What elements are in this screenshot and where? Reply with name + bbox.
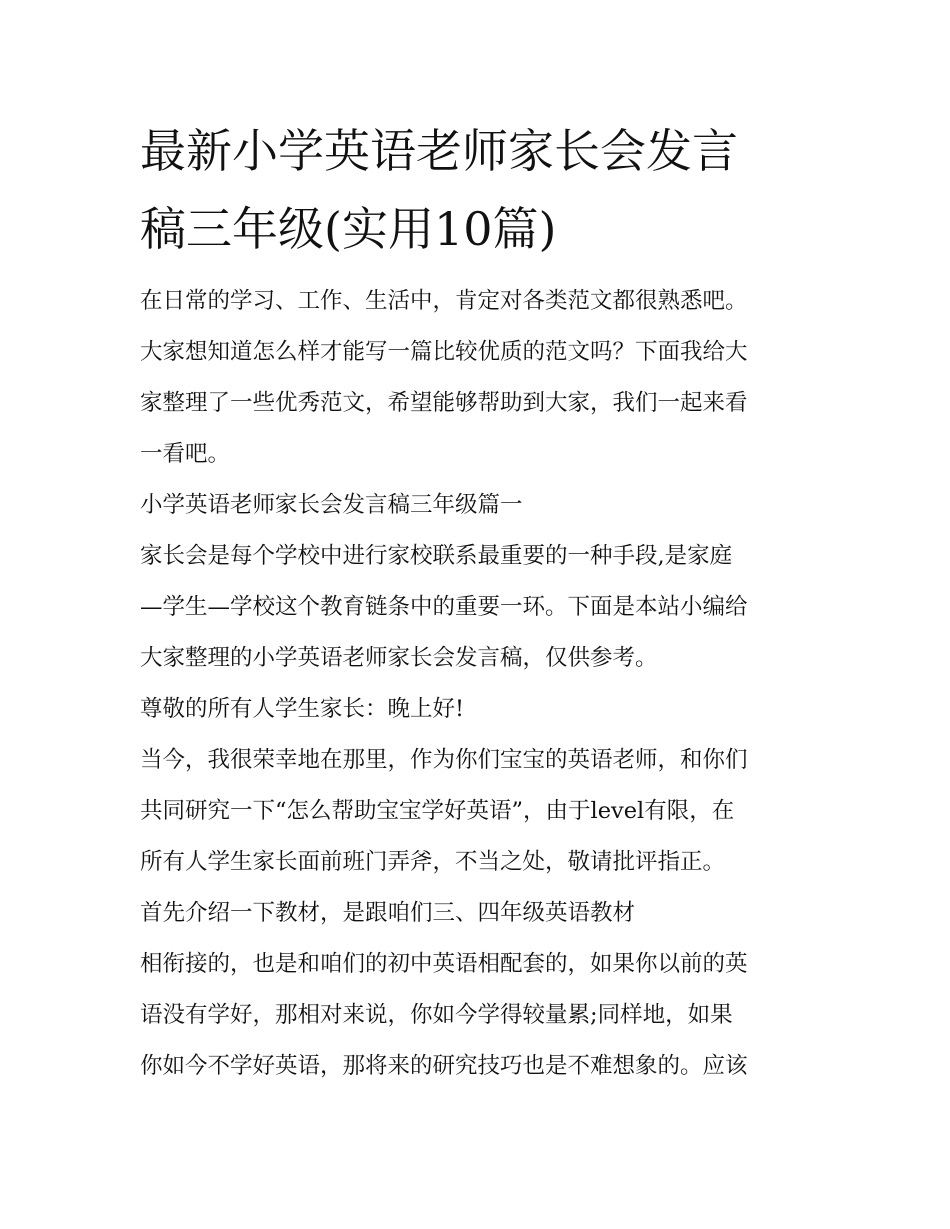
paragraph-line: 所有人学生家长面前班门弄斧，不当之处，敬请批评指正。 — [140, 849, 726, 875]
paragraph-line: 当今，我很荣幸地在那里，作为你们宝宝的英语老师，和你们 — [140, 747, 748, 773]
title-line: 稿三年级(实用10篇) — [140, 202, 557, 256]
paragraph-line: —学生—学校这个教育链条中的重要一环。下面是本站小编给 — [140, 594, 748, 620]
paragraph-line: 相衔接的，也是和咱们的初中英语相配套的，如果你以前的英 — [140, 951, 748, 977]
paragraph-line: 你如今不学好英语，那将来的研究技巧也是不难想象的。应该 — [140, 1053, 748, 1079]
section-heading: 小学英语老师家长会发言稿三年级篇一 — [140, 492, 523, 518]
paragraph-line: 首先介绍一下教材，是跟咱们三、四年级英语教材 — [140, 900, 636, 926]
paragraph-line: 共同研究一下“怎么帮助宝宝学好英语”，由于level有限，在 — [140, 798, 735, 824]
paragraph-line: 家长会是每个学校中进行家校联系最重要的一种手段,是家庭 — [140, 543, 733, 569]
paragraph-line: 语没有学好，那相对来说，你如今学得较量累;同样地，如果 — [140, 1002, 733, 1028]
intro-line: 一看吧。 — [140, 441, 231, 467]
intro-line: 在日常的学习、工作、生活中，肯定对各类范文都很熟悉吧。 — [140, 288, 748, 314]
document-title — [140, 112, 830, 268]
intro-line: 大家想知道怎么样才能写一篇比较优质的范文吗？下面我给大 — [140, 339, 748, 365]
greeting-line: 尊敬的所有人学生家长：晚上好! — [140, 696, 465, 722]
document-body — [140, 279, 830, 1095]
intro-line: 家整理了一些优秀范文，希望能够帮助到大家，我们一起来看 — [140, 390, 748, 416]
title-line: 最新小学英语老师家长会发言 — [140, 124, 738, 178]
paragraph-line: 大家整理的小学英语老师家长会发言稿，仅供参考。 — [140, 645, 658, 671]
